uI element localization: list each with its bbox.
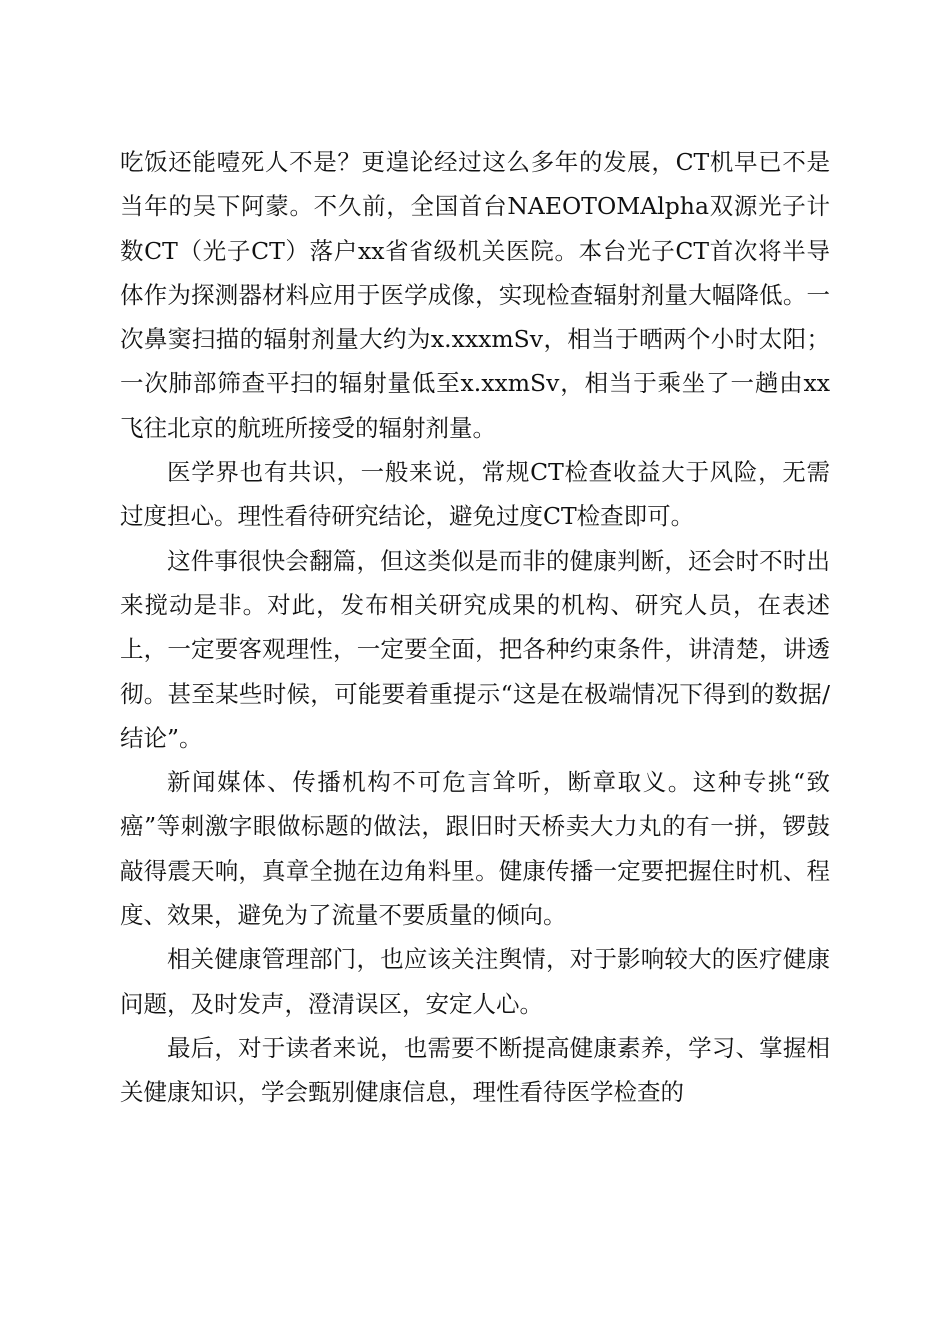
paragraph-1: 吃饭还能噎死人不是？更遑论经过这么多年的发展，CT机早已不是当年的吴下阿蒙。不久前，全国首台NAEOTOMAlpha双源光子计数CT（光子CT）落户xx省省级机关医院。本台光子CT首次将半导体作为探测器材料应用于医学成像，实现检查辐射剂量大幅降低。一次鼻窦扫描的辐射剂量大约为x.xxxmSv，相当于晒两个小时太阳；一次肺部筛查平扫的辐射量低至x.xxmSv，相当于乘坐了一趟由xx飞往北京的航班所接受的辐射剂量。 (120, 148, 830, 442)
paragraph-2: 医学界也有共识，一般来说，常规CT检查收益大于风险，无需过度担心。理性看待研究结论，避免过度CT检查即可。 (120, 458, 830, 531)
paragraph-6: 最后，对于读者来说，也需要不断提高健康素养，学习、掌握相关健康知识，学会甄别健康信息，理性看待医学检查的 (120, 1033, 830, 1107)
paragraph-4: 新闻媒体、传播机构不可危言耸听，断章取义。这种专挑“致癌”等刺激字眼做标题的做法，跟旧时天桥卖大力丸的有一拼，锣鼓敲得震天响，真章全抛在边角料里。健康传播一定要把握住时机、程度、效果，避免为了流量不要质量的倾向。 (120, 768, 830, 930)
document-body (120, 140, 830, 1115)
paragraph-3: 这件事很快会翻篇，但这类似是而非的健康判断，还会时不时出来搅动是非。对此，发布相关研究成果的机构、研究人员，在表述上，一定要客观理性，一定要全面，把各种约束条件，讲清楚，讲透彻。甚至某些时候，可能要着重提示“这是在极端情况下得到的数据/结论”。 (120, 546, 830, 752)
paragraph-5: 相关健康管理部门，也应该关注舆情，对于影响较大的医疗健康问题，及时发声，澄清误区，安定人心。 (120, 945, 830, 1018)
